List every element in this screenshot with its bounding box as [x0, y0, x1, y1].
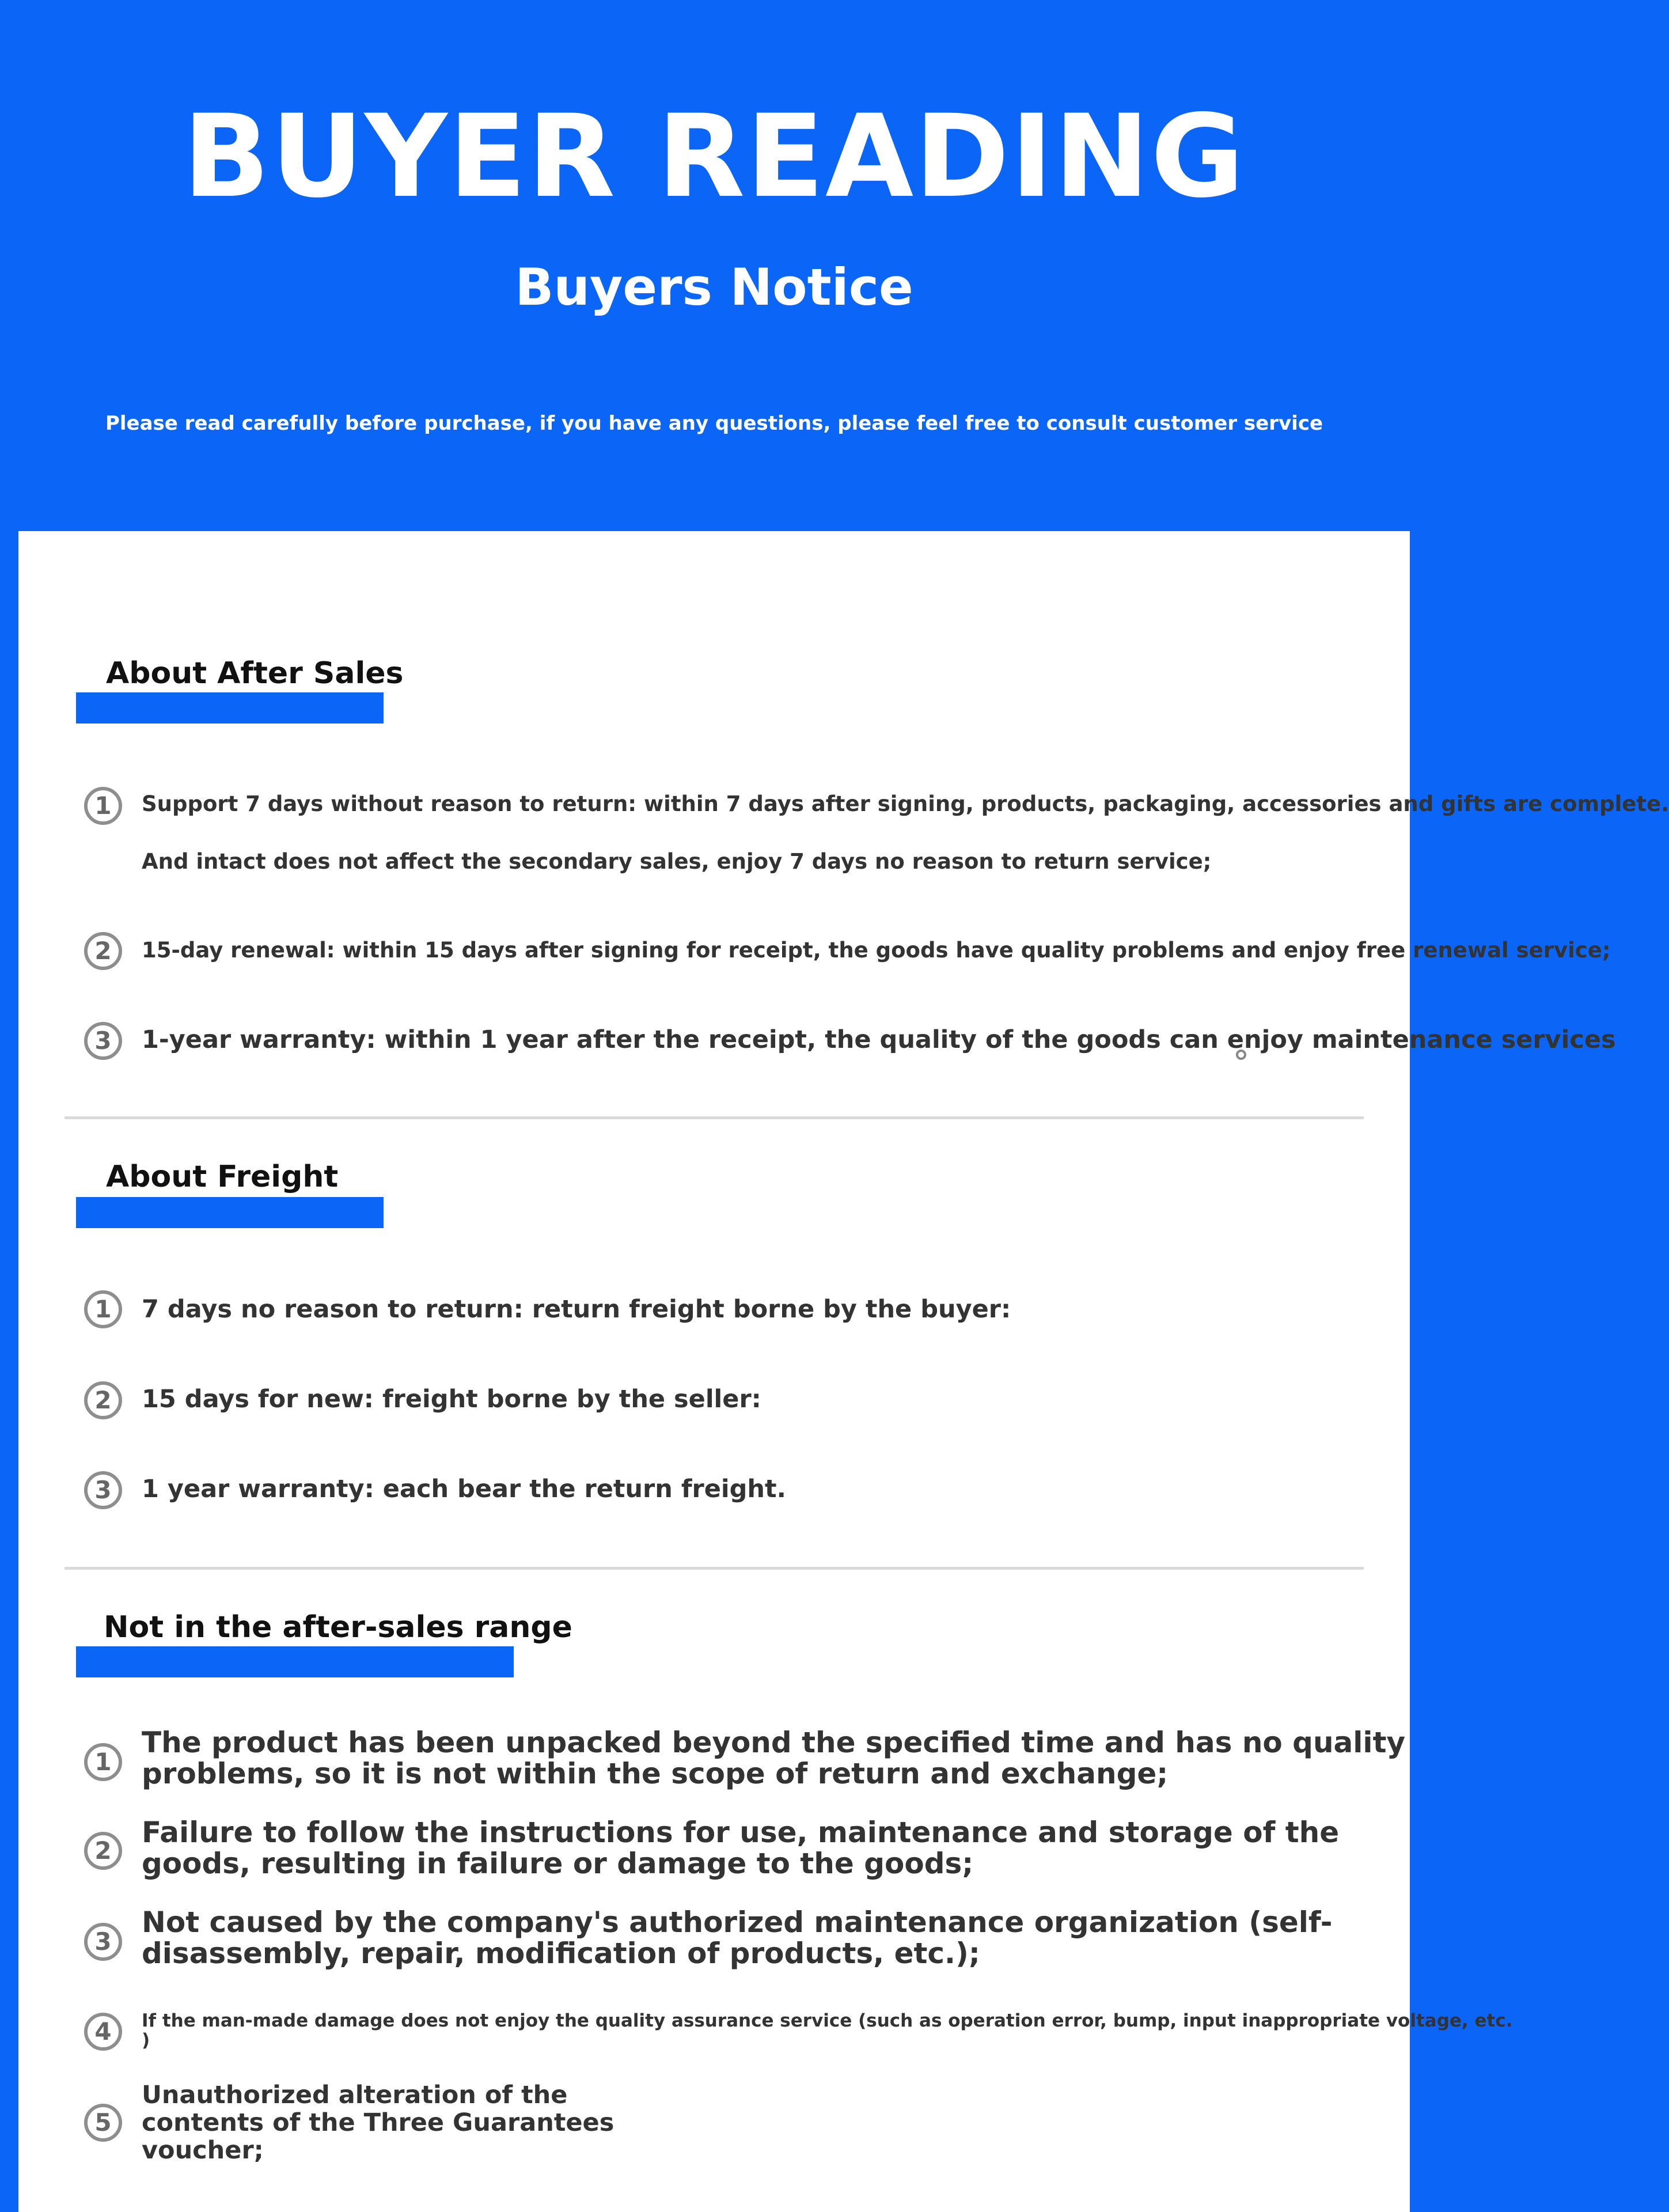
item-number-icon: 3	[84, 1471, 122, 1509]
list-item: The product has been unpacked beyond the specified time and has no quality	[142, 1726, 1406, 1759]
list-item: Not caused by the company's authorized maintenance organization (self-	[142, 1906, 1333, 1939]
list-item-continued: And intact does not affect the secondary sales, enjoy 7 days no reason to return service;	[142, 849, 1212, 874]
item-number-icon: 1	[84, 1743, 122, 1781]
section-underline	[76, 692, 384, 724]
page-title: BUYER READING	[183, 90, 1246, 223]
list-item-continued: disassembly, repair, modification of products, etc.);	[142, 1937, 980, 1970]
section-title-after-sales: About After Sales	[106, 656, 404, 691]
list-item-continued: goods, resulting in failure or damage to the goods;	[142, 1847, 974, 1880]
list-item: Support 7 days without reason to return: within 7 days after signing, products, packaging, accessories and gifts are complete.	[142, 791, 1669, 816]
item-number-icon: 1	[84, 787, 122, 825]
list-item: If the man-made damage does not enjoy the quality assurance service (such as operation error, bump, input inappropriate voltage, etc.	[142, 2010, 1513, 2031]
list-item: 15 days for new: freight borne by the seller:	[142, 1385, 761, 1414]
page-subtitle: Buyers Notice	[515, 257, 913, 317]
section-title-not-in-range: Not in the after-sales range	[104, 1610, 572, 1645]
small-circle-icon	[1236, 1050, 1246, 1060]
item-number-icon: 3	[84, 1022, 122, 1060]
list-item-continued: voucher;	[142, 2136, 264, 2165]
item-number-icon: 3	[84, 1923, 122, 1961]
list-item: Unauthorized alteration of the	[142, 2081, 568, 2109]
item-number-icon: 2	[84, 1381, 122, 1419]
list-item: 1 year warranty: each bear the return freight.	[142, 1475, 786, 1503]
item-number-icon: 2	[84, 932, 122, 970]
notice-text: Please read carefully before purchase, if you have any questions, please feel free to consult customer service	[105, 412, 1323, 435]
list-item: Failure to follow the instructions for use, maintenance and storage of the	[142, 1816, 1340, 1849]
list-item: 1-year warranty: within 1 year after the receipt, the quality of the goods can enjoy maintenance services	[142, 1025, 1616, 1054]
header-banner	[0, 0, 1428, 531]
list-item-continued: )	[142, 2030, 150, 2051]
section-divider	[65, 1567, 1364, 1570]
section-underline	[76, 1197, 384, 1228]
item-number-icon: 5	[84, 2104, 122, 2142]
list-item: 7 days no reason to return: return freight borne by the buyer:	[142, 1295, 1011, 1324]
section-title-freight: About Freight	[106, 1160, 339, 1194]
item-number-icon: 4	[84, 2013, 122, 2051]
list-item: 15-day renewal: within 15 days after signing for receipt, the goods have quality problems and enjoy free renewal service;	[142, 938, 1611, 963]
list-item-continued: problems, so it is not within the scope of return and exchange;	[142, 1757, 1169, 1790]
section-divider	[65, 1116, 1364, 1119]
item-number-icon: 1	[84, 1290, 122, 1328]
list-item-continued: contents of the Three Guarantees	[142, 2108, 615, 2137]
item-number-icon: 2	[84, 1832, 122, 1870]
section-underline	[76, 1646, 514, 1677]
